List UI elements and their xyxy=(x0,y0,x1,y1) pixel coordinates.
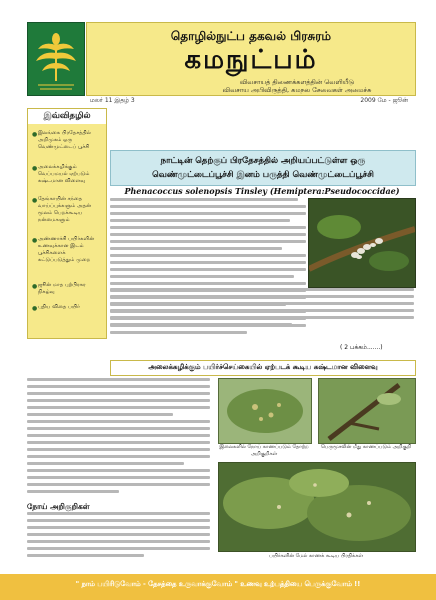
sidebar-heading: இவ்விதழில் xyxy=(43,111,91,121)
leaf-symptom-photo xyxy=(218,378,312,444)
bullet-icon: ● xyxy=(32,237,38,244)
photo-caption: இலைகளில் நோய் காணப்படும் தோற்ற அறிகுறிகள் xyxy=(219,444,309,457)
article-heading-box xyxy=(110,150,416,186)
magazine-title: கமநுட்பம் xyxy=(184,45,318,75)
scientific-name: Phenacoccus solenopsis Tinsley (Hemiptera:Pseudococcidae) xyxy=(124,186,400,196)
section-body-text xyxy=(27,378,210,498)
sub-heading: நோய் அறிகுறிகள் xyxy=(27,502,90,511)
palm-leaf-logo-icon xyxy=(28,23,84,95)
photo-caption: பயிர்களின் மேல் காணக் கூடிய பிரதிக்கள் xyxy=(269,553,363,559)
publication-type: தொழில்நுட்ப தகவல் பிரசுரம் xyxy=(170,29,332,43)
article-heading-line-2: வெண்முட்டைப்பூச்சி இனம் பருத்தி வெண்முட்டைப்பூச்சி xyxy=(152,170,374,180)
logo xyxy=(27,22,85,96)
contents-item[interactable]: ● ஜூன் மாத புற்பிரசுர நிகழ்வு xyxy=(32,282,86,295)
contents-item[interactable]: ● இலங்கை பிரதேசத்தில் அறிமுகம் ஒரு வெண்முட்டைப் பூச்சி xyxy=(32,130,92,150)
issue-volume: மலர் 11 இதழ் 3 xyxy=(90,97,135,104)
bullet-icon: ● xyxy=(32,131,38,138)
bullet-icon: ● xyxy=(32,165,38,172)
section-heading: அலைக்கழிக்கும் பயிர்ச்செய்கையில் ஏற்படக் கூடிய கஷ்டமான விளைவு xyxy=(148,363,378,371)
footer-slogan: " நாம் பயிரிடுவோம் - தேசத்தை உருவாக்குவோம் " உணவு உற்பத்தியை பெருக்குவோம் !! xyxy=(75,580,361,588)
continued-note: ( 2 பக்கம்.......) xyxy=(340,344,383,351)
bullet-icon: ● xyxy=(32,305,38,312)
section-heading-box xyxy=(110,360,416,376)
photo-caption: பெருமூசலின் மீது காணப்படும் அறிகுறி xyxy=(320,444,412,450)
bullet-icon: ● xyxy=(32,197,38,204)
publisher-line: விவசாயத் திணைக்களத்தின் வெளியீடு xyxy=(239,78,355,86)
symptoms-body-text xyxy=(27,512,210,567)
footer-banner xyxy=(0,574,436,600)
stem-symptom-photo xyxy=(318,378,416,444)
issue-date: 2009 மே - ஜூன் xyxy=(360,97,408,104)
ministry-line: விவசாய அபிவிருத்தி, கமநல சேவைகள் அமைச்சு xyxy=(222,86,372,94)
contents-item[interactable]: ● அலைக்கழிக்கும் வெப்பமயல் ஏற்படும் கஷ்டமான விளைவு xyxy=(32,164,90,184)
in-this-issue-panel xyxy=(27,124,107,339)
contents-item[interactable]: ● தேங்காயின் சந்தை வாய்ப்புக்களும் அதன் மூலம் பெறக்கூடிய நன்மைகளும் xyxy=(32,196,92,223)
leaves-photo xyxy=(218,462,416,552)
issue-bar xyxy=(86,96,414,106)
contents-item[interactable]: ● புதிய விதை பயிர் xyxy=(32,304,80,312)
bullet-icon: ● xyxy=(32,283,38,290)
article-heading-line-1: நாட்டின் தெற்குப் பிரதேசத்தில் அறியப்பட்டுள்ள ஒரு xyxy=(160,156,366,166)
mealybug-photo xyxy=(308,198,416,288)
contents-item[interactable]: ● அண்ணாச்சி பயிர்களின் உணவுக்கான இடம் பூச்சிகளைக் கட்டுப்படுத்தும் முறை xyxy=(32,236,95,263)
article-body-text-wide xyxy=(110,288,414,340)
